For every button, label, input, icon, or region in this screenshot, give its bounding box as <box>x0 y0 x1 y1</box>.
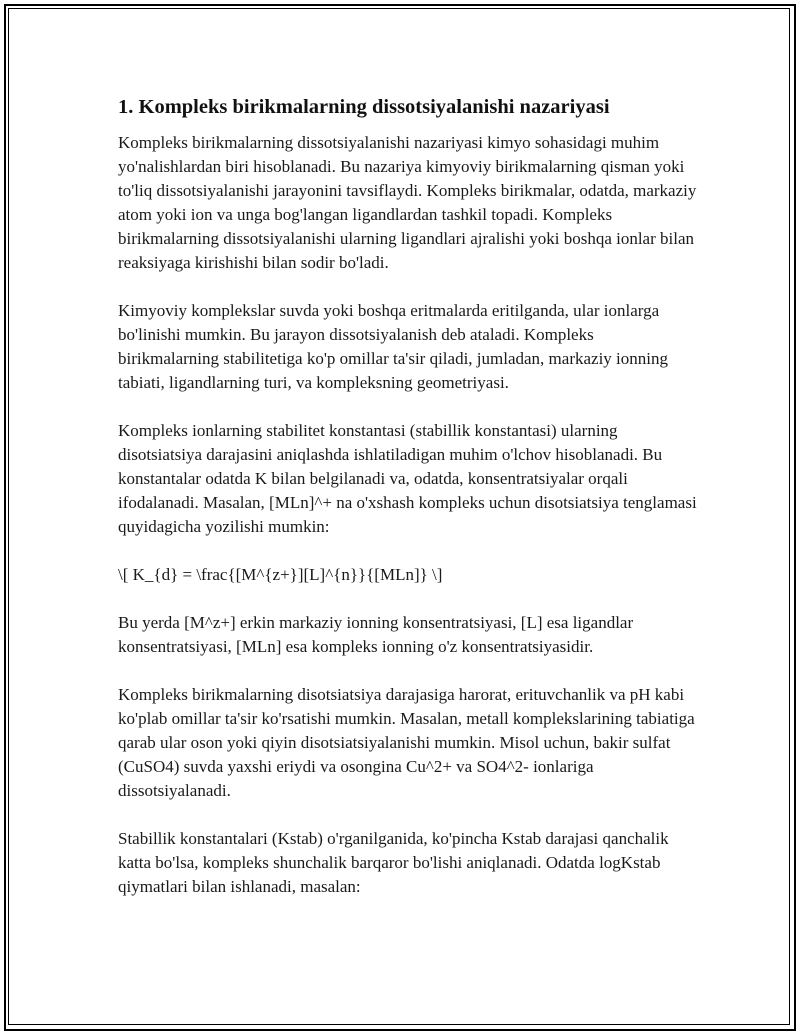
paragraph-intro: Kompleks birikmalarning dissotsiyalanishi nazariyasi kimyo sohasidagi muhim yo'nalishlardan biri hisoblanadi. Bu nazariya kimyoviy birikmalarning qisman yoki to'liq dissotsiyalanishi jarayonini tavsiflaydi. Kompleks birikmalar, odatda, markaziy atom yoki ion va unga bog'langan ligandlardan tashkil topadi. Kompleks birikmalarning dissotsiyalanishi ularning ligandlari ajralishi yoki boshqa ionlar bilan reaksiyaga kirishishi bilan sodir bo'ladi. <box>118 133 697 272</box>
document-body <box>118 94 698 923</box>
paragraph-kstab: Stabillik konstantalari (Kstab) o'rganilganida, ko'pincha Kstab darajasi qanchalik katta bo'lsa, kompleks shunchalik barqaror bo'lishi aniqlanadi. Odatda logKstab qiymatlari bilan ishlanadi, masalan: <box>118 829 669 896</box>
formula-line: \[ K_{d} = \frac{[M^{z+}][L]^{n}}{[MLn]} \] <box>118 565 443 584</box>
section-title: 1. Kompleks birikmalarning dissotsiyalanishi nazariyasi <box>118 96 610 118</box>
paragraph-factors: Kompleks birikmalarning disotsiatsiya darajasiga harorat, erituvchanlik va pH kabi ko'plab omillar ta'sir ko'rsatishi mumkin. Masalan, metall komplekslarining tabiatiga qarab ular oson yoki qiyin disotsiatsiyalanishi mumkin. Misol uchun, bakir sulfat (CuSO4) suvda yaxshi eriydi va osongina Cu^2+ va SO4^2- ionlariga dissotsiyalanadi. <box>118 685 695 800</box>
paragraph-formula-explanation: Bu yerda [M^z+] erkin markaziy ionning konsentratsiyasi, [L] esa ligandlar konsentratsiyasi, [MLn] esa kompleks ionning o'z konsentratsiyasidir. <box>118 613 634 656</box>
paragraph-stability-constant: Kompleks ionlarning stabilitet konstantasi (stabillik konstantasi) ularning disotsiatsiya darajasini aniqlashda ishlatiladigan muhim o'lchov hisoblanadi. Bu konstantalar odatda K bilan belgilanadi va, odatda, konsentratsiyalar orqali ifodalanadi. Masalan, [MLn]^+ na o'xshash kompleks uchun disotsiatsiya tenglamasi quyidagicha yozilishi mumkin: <box>118 421 697 536</box>
paragraph-dissociation: Kimyoviy komplekslar suvda yoki boshqa eritmalarda eritilganda, ular ionlarga bo'linishi mumkin. Bu jarayon dissotsiyalanish deb ataladi. Kompleks birikmalarning stabilitetiga ko'p omillar ta'sir qiladi, jumladan, markaziy ionning tabiati, ligandlarning turi, va kompleksning geometriyasi. <box>118 301 669 392</box>
